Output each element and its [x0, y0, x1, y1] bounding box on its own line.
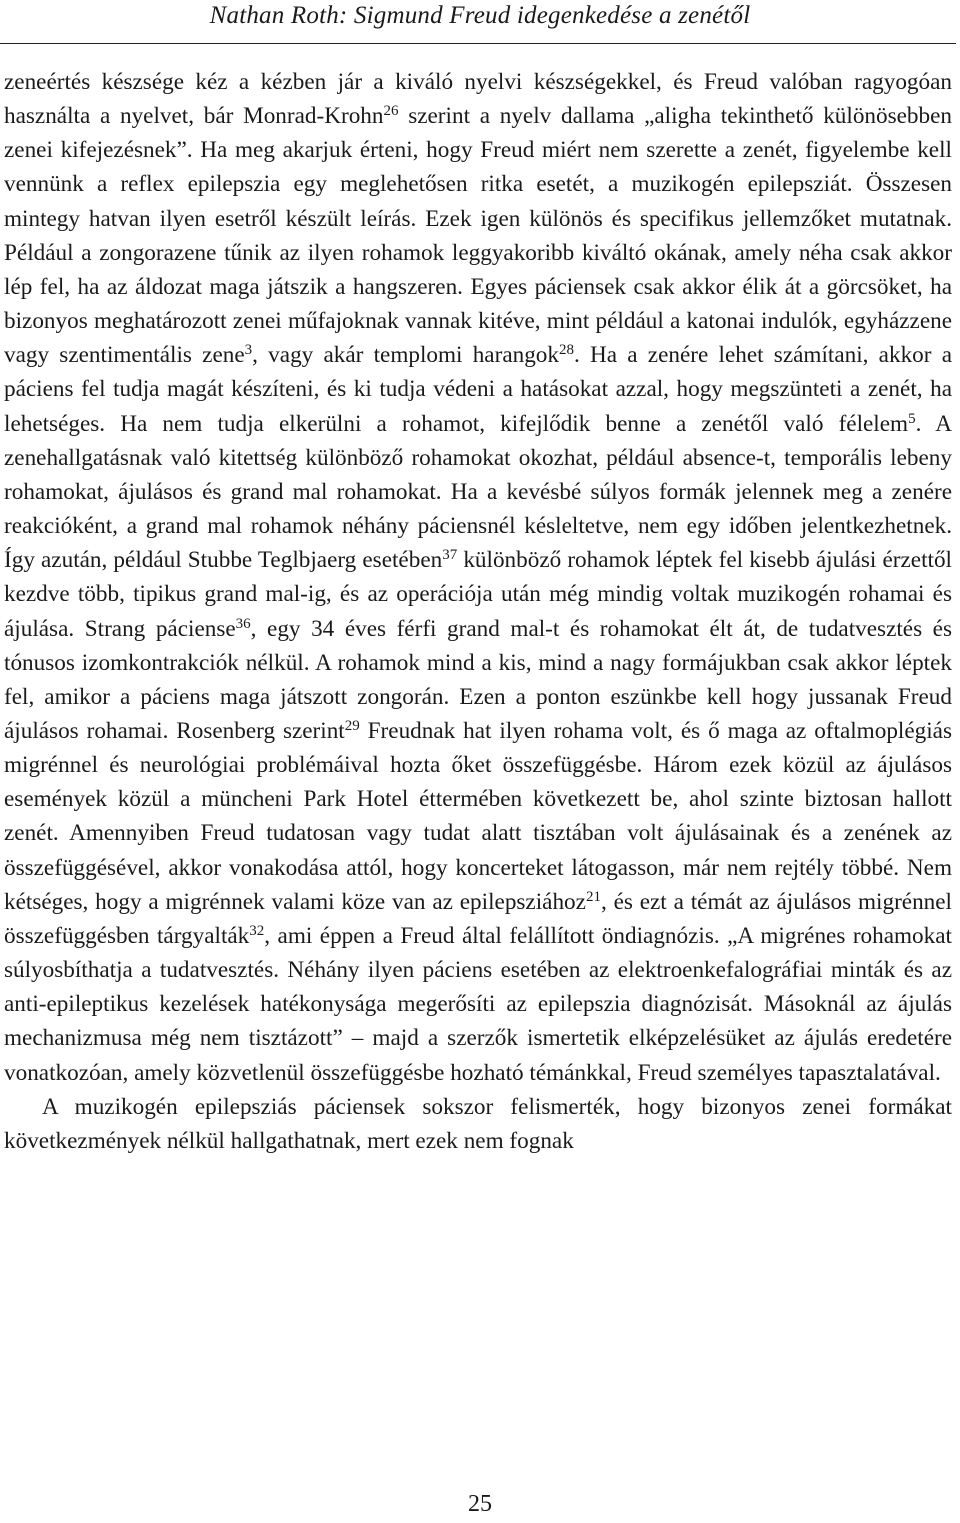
footnote-ref: 37: [442, 547, 458, 564]
footnote-ref: 36: [235, 615, 251, 632]
text-run: . Ha a zenére lehet számítani, akkor a páciens fel tudja magát készíteni, és ki tudja védeni a hatásokat azzal, hogy megszünteti a zenét, ha lehetséges. Ha nem tudja elkerülni a rohamot, kifejlődik benne a zenétől való félelem: [4, 342, 952, 437]
text-run: szerint a nyelv dallama „aligha tekinthető különösebben zenei kifejezésnek”. Ha meg akarjuk érteni, hogy Freud miért nem szerette a zenét, figyelembe kell vennünk a reflex epilepszia egy meglehetősen ritka esetét, a muzikogén epilepsziát. Összesen mintegy hatvan ilyen esetről készült leírás. Ezek igen különös és specifikus jellemzőket mutatnak. Például a zongorazene tűnik az ilyen rohamok leggyakoribb kiváltó okának, amely néha csak akkor lép fel, ha az áldozat maga játszik a hangszeren. Egyes páciensek csak akkor élik át a görcsöket, ha bizonyos meghatározott zenei műfajoknak vannak kitéve, mint például a katonai indulók, egyházzene vagy szentimentális zene: [4, 103, 953, 369]
paragraph: [4, 65, 952, 1090]
page-number: 25: [468, 1491, 492, 1517]
footnote-ref: 26: [383, 103, 399, 120]
text-run: különböző rohamok léptek fel kisebb ájulási érzettől kezdve több, tipikus grand mal-ig, és az operációja után még mindig voltak muzikogén rohamai és ájulása. Strang páciense: [4, 547, 952, 642]
text-run: , ami éppen a Freud által felállított öndiagnózis. „A migrénes rohamokat súlyosbíthatja a tudatvesztés. Néhány ilyen páciens esetében az elektroenkefalográfiai minták és az anti-epileptikus kezelések hatékonysága megerősíti az epilepszia diagnózisát. Másoknál az ájulás mechanizmusa még nem tisztázott” – majd a szerzők ismertetik elképzelésüket az ájulás eredetére vonatkozóan, amely közvetlenül összefüggésbe hozható témánkkal, Freud személyes tapasztalatával.: [4, 922, 952, 1086]
running-title: Nathan Roth: Sigmund Freud idegenkedése a zenétől: [209, 2, 751, 29]
text-run: , és ezt a témát az ájulásos migrénnel összefüggésben tárgyalták: [4, 888, 952, 949]
text-run: , vagy akár templomi harangok: [252, 342, 559, 369]
footnote-ref: 3: [244, 342, 253, 359]
footnote-ref: 5: [908, 410, 916, 427]
page-header: [0, 0, 960, 52]
footnote-ref: 28: [559, 342, 574, 359]
footnote-ref: 29: [344, 717, 360, 734]
text-run: , egy 34 éves férfi grand mal-t és rohamokat élt át, de tudatvesztés és tónusos izomkontrakciók nélkül. A rohamok mind a kis, mind a nagy formájukban csak akkor léptek fel, amikor a páciens maga játszott zongorán. Ezen a ponton eszünkbe kell hogy jussanak Freud ájulásos rohamai. Rosenberg szerint: [4, 615, 952, 744]
text-run: . A zenehallgatásnak való kitettség különböző rohamokat okozhat, például absence-t, temporális lebeny rohamokat, ájulásos és grand mal rohamokat. Ha a kevésbé súlyos formák jelennek meg a zenére reakcióként, a grand mal rohamok néhány páciensnél késleltetve, nem egy időben jelentkezhetnek. Így azután, például Stubbe Teglbjaerg esetében: [4, 410, 952, 574]
paragraph: A muzikogén epilepsziás páciensek sokszor felismerték, hogy bizonyos zenei formákat következmények nélkül hallgathatnak, mert ezek nem fognak: [4, 1093, 952, 1154]
body-text: [4, 65, 952, 1158]
text-run: Freudnak hat ilyen rohama volt, és ő maga az oftalmoplégiás migrénnel és neurológiai problémáival hozta őket összefüggésbe. Három ezek közül az ájulásos események közül a müncheni Park Hotel éttermében következett be, ahol szinte biztosan hallott zenét. Amennyiben Freud tudatosan vagy tudat alatt tisztában volt ájulásainak és a zenének az összefüggésével, akkor vonakodása attól, hogy koncerteket látogasson, már nem rejtély többé. Nem kétséges, hogy a migrénnek valami köze van az epilepsziához: [4, 717, 952, 915]
footnote-ref: 21: [585, 888, 601, 905]
header-rule: [0, 43, 956, 44]
footnote-ref: 32: [249, 922, 265, 939]
text-run: zeneértés készsége kéz a kézben jár a kiváló nyelvi készségekkel, és Freud valóban ragyogóan használta a nyelvet, bár Monrad-Krohn: [4, 69, 952, 130]
